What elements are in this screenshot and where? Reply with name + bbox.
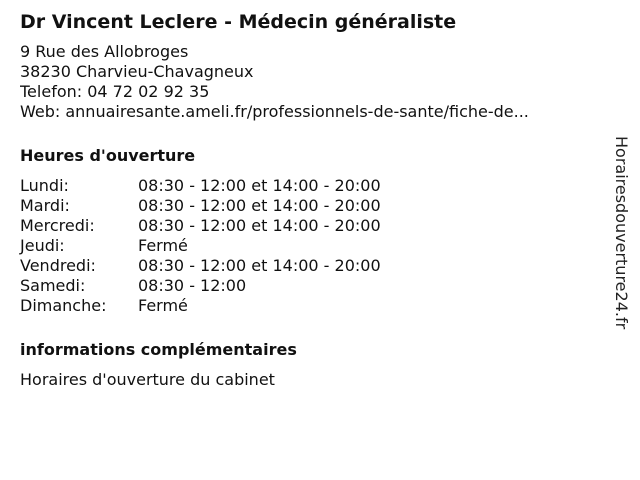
street-address: 9 Rue des Allobroges <box>20 42 189 61</box>
hours-day-label: Mardi: <box>20 196 70 215</box>
opening-hours-table <box>20 176 600 316</box>
hours-time-value: Fermé <box>138 296 188 315</box>
hours-time-value: 08:30 - 12:00 et 14:00 - 20:00 <box>138 196 381 215</box>
hours-row-tuesday <box>20 196 600 216</box>
hours-day-label: Mercredi: <box>20 216 95 235</box>
hours-row-sunday <box>20 296 600 316</box>
hours-day-label: Jeudi: <box>20 236 65 255</box>
hours-time-value: 08:30 - 12:00 et 14:00 - 20:00 <box>138 216 381 235</box>
hours-row-saturday <box>20 276 600 296</box>
website-link[interactable]: Web: annuairesante.ameli.fr/professionnels-de-sante/fiche-de... <box>20 102 529 121</box>
site-watermark: Horairesdouverture24.fr <box>612 136 631 330</box>
listing-card <box>20 10 600 390</box>
extra-info-text: Horaires d'ouverture du cabinet <box>20 370 275 389</box>
hours-time-value: 08:30 - 12:00 et 14:00 - 20:00 <box>138 176 381 195</box>
address-block <box>20 42 600 122</box>
hours-time-value: Fermé <box>138 236 188 255</box>
hours-time-value: 08:30 - 12:00 <box>138 276 247 295</box>
hours-time-value: 08:30 - 12:00 et 14:00 - 20:00 <box>138 256 381 275</box>
hours-row-wednesday <box>20 216 600 236</box>
hours-row-friday <box>20 256 600 276</box>
hours-row-monday <box>20 176 600 196</box>
city-address: 38230 Charvieu-Chavagneux <box>20 62 254 81</box>
page-title: Dr Vincent Leclere - Médecin généraliste <box>20 11 457 33</box>
hours-day-label: Vendredi: <box>20 256 96 275</box>
extra-info-heading: informations complémentaires <box>20 340 297 359</box>
hours-day-label: Samedi: <box>20 276 86 295</box>
hours-day-label: Dimanche: <box>20 296 107 315</box>
opening-hours-heading: Heures d'ouverture <box>20 146 196 165</box>
hours-day-label: Lundi: <box>20 176 69 195</box>
hours-row-thursday <box>20 236 600 256</box>
phone-number[interactable]: Telefon: 04 72 02 92 35 <box>20 82 210 101</box>
